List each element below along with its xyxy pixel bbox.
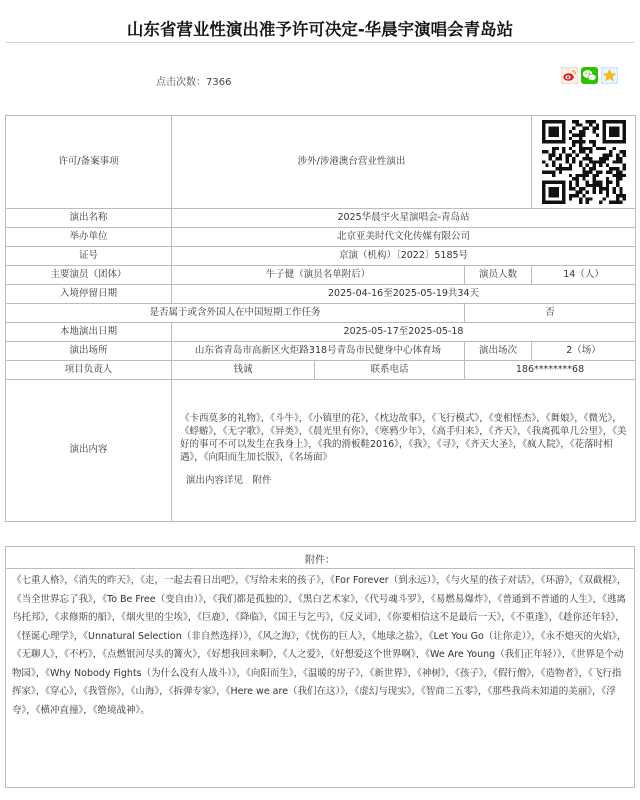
weibo-share-button[interactable] — [561, 67, 578, 84]
content-detail-link: 演出内容详见 附件 — [186, 474, 272, 486]
work-value: 否 — [465, 304, 636, 323]
performer-count-value: 14（人） — [532, 266, 636, 285]
content-label: 演出内容 — [6, 380, 172, 522]
entry-label: 入境停留日期 — [6, 285, 172, 304]
table-row — [6, 323, 636, 342]
table-row — [6, 285, 636, 304]
table-row — [6, 247, 636, 266]
table-row — [6, 228, 636, 247]
attachment-text: 《七重人格》，《消失的昨天》，《走，一起去看日出吧》，《写给未来的孩子》，《For Forever（到永远）》，《与火星的孩子对话》，《环游》，《双截棍》，《当全世界忘了我》，《To Be Free（变自由）》，《我们都是孤独的》，《黑白艺术家》，《代号魂斗罗》，《易燃易爆炸》，《普通到不普通的人生》，《逃离乌托邦》，《求修斯的船》，《烟火里的尘埃》，《巨鹿》，《降临》，《国王与乞丐》，《反义词》，《你要相信这不是最后一天》，《不重逢》，《趁你还年轻》，《怪诞心理学》，《Unnatural Selection（非自然选择）》，《风之海》，《忧伤的巨人》，《地球之盐》，《Let You Go（让你走）》，《永不熄灭的火焰》，《无聊人》，《不朽》，《点燃银河尽头的篝火》，《好想我回来啊》，《人之爱》，《好想爱这个世界啊》，《We Are Young（我们正年轻）》，《世界是个动物园》，《Why Nobody Fights（为什么没有人战斗）》，《向阳而生》，《温暖的房子》，《新世界》，《神树》，《孩子》，《假行僧》，《造物者》，《飞行指挥家》，《穿心》，《我管你》，《山海》，《拆弹专家》，《Here we are（我们在这）》，《虚幻与现实》，《智商二五零》，《那些我尚未知道的美丽》，《浮夸》，《横冲直撞》，《绝境战神》。 — [12, 575, 627, 716]
name-value: 2025华晨宇火星演唱会-青岛站 — [172, 209, 636, 228]
dates-value: 2025-05-17至2025-05-18 — [172, 323, 636, 342]
table-row — [6, 342, 636, 361]
table-row — [6, 266, 636, 285]
dates-label: 本地演出日期 — [6, 323, 172, 342]
view-count-label: 点击次数： — [156, 77, 206, 88]
wechat-share-button[interactable] — [581, 67, 598, 84]
performer-count-label: 演员人数 — [465, 266, 532, 285]
content-value: 《卡西莫多的礼物》，《斗牛》，《小镇里的花》，《枕边故事》，《飞行模式》，《变相怪杰》，《舞娘》，《微光》，《蜉蝣》，《无字歌》，《异类》，《晨光里有你》，《寒鸦少年》，《高手归来》，《齐天》，《我离孤单几公里》，《美好的事可不可以发生在我身上》，《我的滑板鞋2016》，《我》，《寻》，《齐天大圣》，《疯人院》，《花落时相遇》，《向阳而生加长版》，《名场面》 — [180, 413, 627, 463]
table-row — [6, 209, 636, 228]
table-row — [6, 380, 636, 522]
manager-value: 钱诚 — [172, 361, 315, 380]
table-row — [6, 116, 636, 209]
work-label: 是否属于或含外国人在中国短期工作任务 — [6, 304, 465, 323]
view-count-value: 7366 — [206, 77, 232, 88]
share-buttons — [561, 67, 618, 84]
attachment-box — [5, 546, 635, 788]
qzone-icon — [601, 67, 618, 84]
manager-label: 项目负责人 — [6, 361, 172, 380]
venue-value: 山东省青岛市高新区火炬路318号青岛市民健身中心体育场 — [172, 342, 465, 361]
attachment-title: 附件： — [6, 547, 634, 569]
page-title: 山东省营业性演出准予许可决定-华晨宇演唱会青岛站 — [126, 20, 514, 39]
matter-label: 许可/备案事项 — [6, 116, 172, 209]
organizer-value: 北京亚美时代文化传媒有限公司 — [172, 228, 636, 247]
organizer-label: 举办单位 — [6, 228, 172, 247]
qzone-share-button[interactable] — [601, 67, 618, 84]
content-cell — [172, 380, 636, 522]
performer-label: 主要演员（团体） — [6, 266, 172, 285]
name-label: 演出名称 — [6, 209, 172, 228]
license-label: 证号 — [6, 247, 172, 266]
license-value: 京演（机构）〔2022〕5185号 — [172, 247, 636, 266]
weibo-icon — [561, 67, 578, 84]
qr-code — [542, 120, 626, 204]
entry-value: 2025-04-16至2025-05-19共34天 — [172, 285, 636, 304]
view-count — [156, 73, 231, 88]
phone-value: 186********68 — [465, 361, 636, 380]
matter-value: 涉外/涉港澳台营业性演出 — [172, 116, 532, 209]
phone-label: 联系电话 — [315, 361, 465, 380]
table-row — [6, 304, 636, 323]
performer-value: 牛子健（演员名单附后） — [172, 266, 465, 285]
qr-code-cell — [532, 116, 636, 209]
venue-label: 演出场所 — [6, 342, 172, 361]
shows-value: 2（场） — [532, 342, 636, 361]
shows-label: 演出场次 — [465, 342, 532, 361]
meta-row — [0, 43, 640, 89]
permit-table — [5, 115, 636, 522]
table-row — [6, 361, 636, 380]
wechat-icon — [581, 67, 598, 84]
